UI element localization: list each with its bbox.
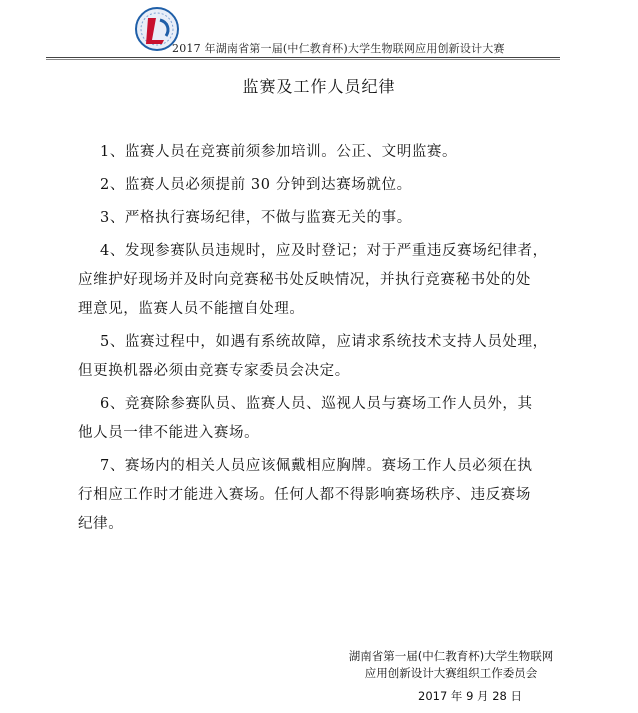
rule-line: 理意见，监赛人员不能擅自处理。 <box>78 301 305 317</box>
rule-item <box>78 328 566 386</box>
rule-line: 7、赛场内的相关人员应该佩戴相应胸牌。赛场工作人员必须在执 <box>100 458 533 474</box>
footer-org-line2: 应用创新设计大赛组织工作委员会 <box>364 666 538 680</box>
page-header <box>0 0 638 60</box>
rule-item <box>78 138 566 167</box>
rule-item <box>78 452 566 539</box>
header-text: 2017 年湖南省第一届(中仁教育杯)大学生物联网应用创新设计大赛 <box>172 42 505 55</box>
footer-date: 2017 年 9 月 28 日 <box>418 689 522 703</box>
rule-line: 他人员一律不能进入赛场。 <box>78 425 260 441</box>
header-rule <box>46 57 560 58</box>
footer-org-line1: 湖南省第一届(中仁教育杯)大学生物联网 <box>348 649 554 663</box>
rule-line: 2、监赛人员必须提前 30 分钟到达赛场就位。 <box>100 177 412 193</box>
rule-item <box>78 237 566 324</box>
rule-line: 纪律。 <box>78 516 124 532</box>
rule-line: 1、监赛人员在竞赛前须参加培训。公正、文明监赛。 <box>100 144 458 160</box>
rule-item <box>78 204 566 233</box>
rule-line: 应维护好现场并及时向竞赛秘书处反映情况，并执行竞赛秘书处的处 <box>78 272 531 288</box>
rule-line: 3、严格执行赛场纪律，不做与监赛无关的事。 <box>100 210 412 226</box>
rule-line: 6、竞赛除参赛队员、监赛人员、巡视人员与赛场工作人员外，其 <box>100 396 533 412</box>
footer-organizer <box>336 648 566 682</box>
rule-line: 4、发现参赛队员违规时，应及时登记；对于严重违反赛场纪律者， <box>100 243 548 259</box>
rule-line: 但更换机器必须由竞赛专家委员会决定。 <box>78 363 350 379</box>
rule-item <box>78 171 566 200</box>
rule-line: 5、监赛过程中，如遇有系统故障，应请求系统技术支持人员处理， <box>100 334 548 350</box>
rule-line: 行相应工作时才能进入赛场。任何人都不得影响赛场秩序、违反赛场 <box>78 487 531 503</box>
rule-item <box>78 390 566 448</box>
page-title: 监赛及工作人员纪律 <box>242 77 396 96</box>
header-rule-secondary <box>46 59 560 60</box>
rules-list <box>78 138 566 543</box>
